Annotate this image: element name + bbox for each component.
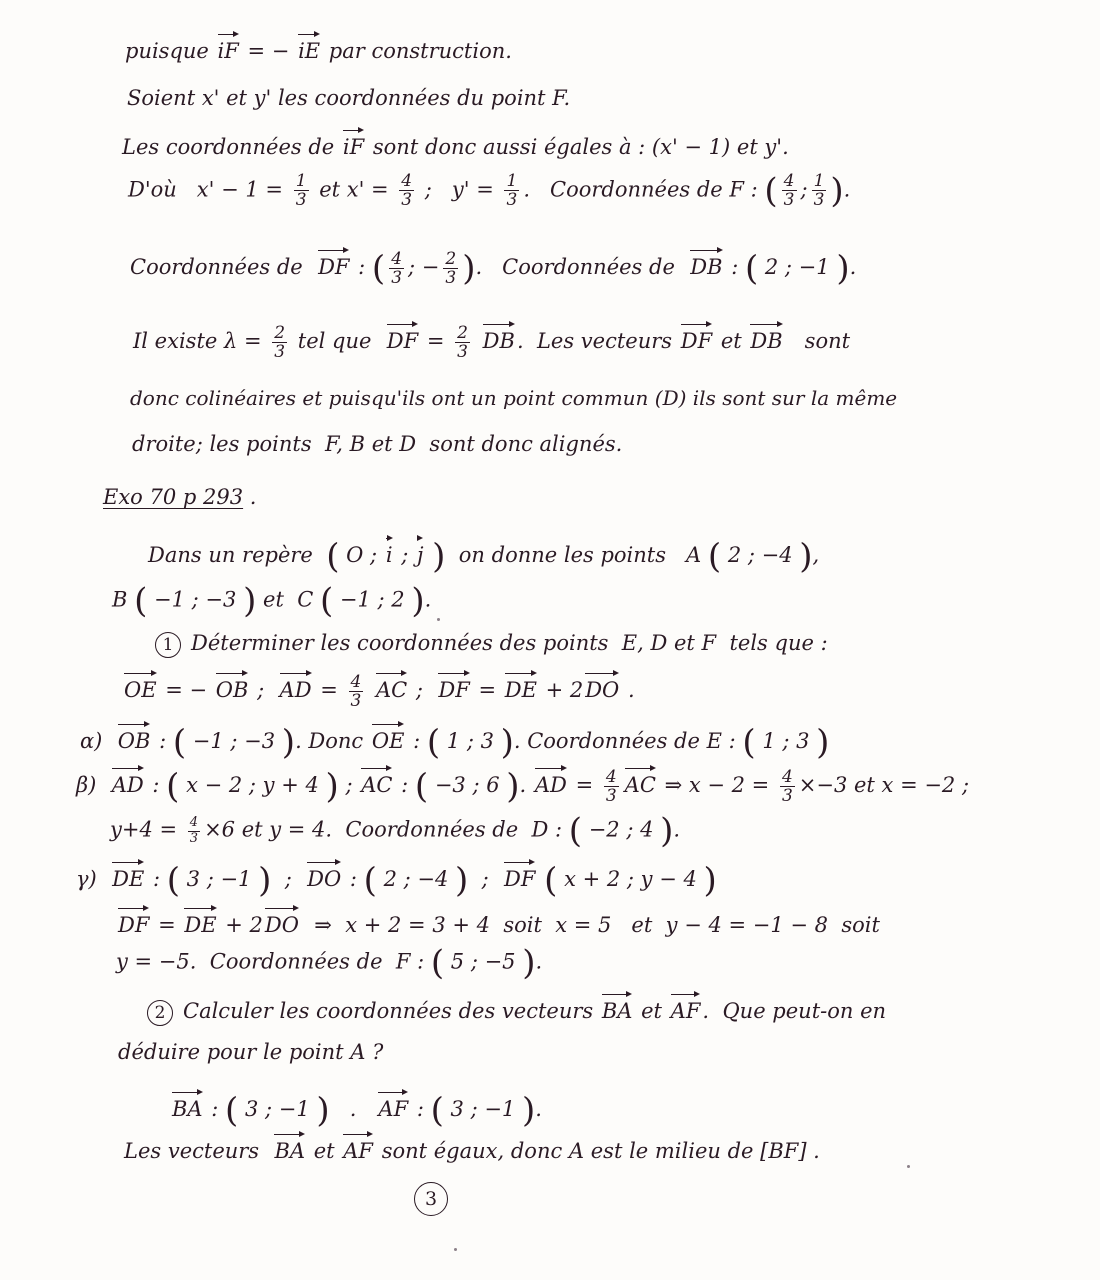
text-line-gamma: γ) DE : ( 3 ; −1 ) ; DO : ( 2 ; −4 ) ; DF ( x + 2 ; y − 4 ): [76, 860, 717, 901]
exercise-title: Exo 70 p 293 .: [103, 485, 257, 509]
text-line-gamma-3: y = −5. Coordonnées de F : ( 5 ; −5 ).: [116, 943, 543, 983]
text-line-answer: BA : ( 3 ; −1 ) . AF : ( 3 ; −1 ).: [172, 1090, 542, 1131]
text-line-4: D'où x' − 1 = $\frac{1}{3}$ et x' = $\frac{4}{3}$ ; y' = $\frac{1}{3}$ . Coordonnées de F : ( $\frac{4}{3}$ ; $\frac{1}{3}$ ).: [128, 170, 851, 211]
question-number-2: 2: [147, 1000, 173, 1026]
question-2: 2 Calculer les coordonnées des vecteurs BA et AF. Que peut-on en: [0, 992, 1077, 1026]
question-number-1: 1: [155, 632, 181, 658]
text-line-q2-2: déduire pour le point A ?: [118, 1040, 384, 1064]
text-line-beta-2: y+4 = $\frac{4}{3}$ ×6 et y = 4. Coordonnées de D : ( −2 ; 4 ).: [110, 811, 681, 851]
text-line-6: Il existe λ = $\frac{2}{3}$ tel que DF = $\frac{2}{3}$ DB. Les vecteurs DF et DB sont: [133, 322, 851, 362]
text-line-3: Les coordonnées de iF sont donc aussi égales à : (x' − 1) et y'.: [0, 128, 1052, 158]
text-line-gamma-2: DF = DE + 2DO ⇒ x + 2 = 3 + 4 soit x = 5 et y − 4 = −1 − 8 soit: [0, 906, 1046, 936]
page-number: 3: [414, 1182, 448, 1216]
text-line-1: puisque iF = − iE par construction.: [0, 32, 1055, 62]
text-line-13: OE = − OB ; AD = $\frac{4}{3}$ AC ; DF = DE + 2DO .: [124, 671, 635, 711]
text-line-2: Soient x' et y' les coordonnées du point F.: [127, 86, 571, 110]
text-line-7: donc colinéaires et puisqu'ils ont un point commun (D) ils sont sur la même: [130, 386, 898, 410]
question-1: 1 Déterminer les coordonnées des points E, D et F tels que :: [0, 632, 1085, 658]
text-line-beta: β) AD : ( x − 2 ; y + 4 ) ; AC : ( −3 ; 6 ). AD = $\frac{4}{3}$ AC ⇒ x − 2 = $\frac{4}{3}$ ×−3 et x = −2 ;: [76, 766, 970, 807]
text-line-conclusion: Les vecteurs BA et AF sont égaux, donc A est le milieu de [BF] .: [0, 1132, 1054, 1162]
text-line-11: B ( −1 ; −3 ) et C ( −1 ; 2 ).: [112, 581, 432, 621]
text-line-5: Coordonnées de DF : ( $\frac{4}{3}$ ; − $\frac{2}{3}$ ). Coordonnées de DB : ( 2 ; −1 ).: [130, 248, 857, 289]
text-line-10: Dans un repère ( O ; i ; j ) on donne les points A ( 2 ; −4 ),: [148, 536, 820, 577]
text-line-8: droite; les points F, B et D sont donc alignés.: [132, 432, 623, 456]
text-line-alpha: α) OB : ( −1 ; −3 ). Donc OE : ( 1 ; 3 ). Coordonnées de E : ( 1 ; 3 ): [80, 722, 830, 763]
